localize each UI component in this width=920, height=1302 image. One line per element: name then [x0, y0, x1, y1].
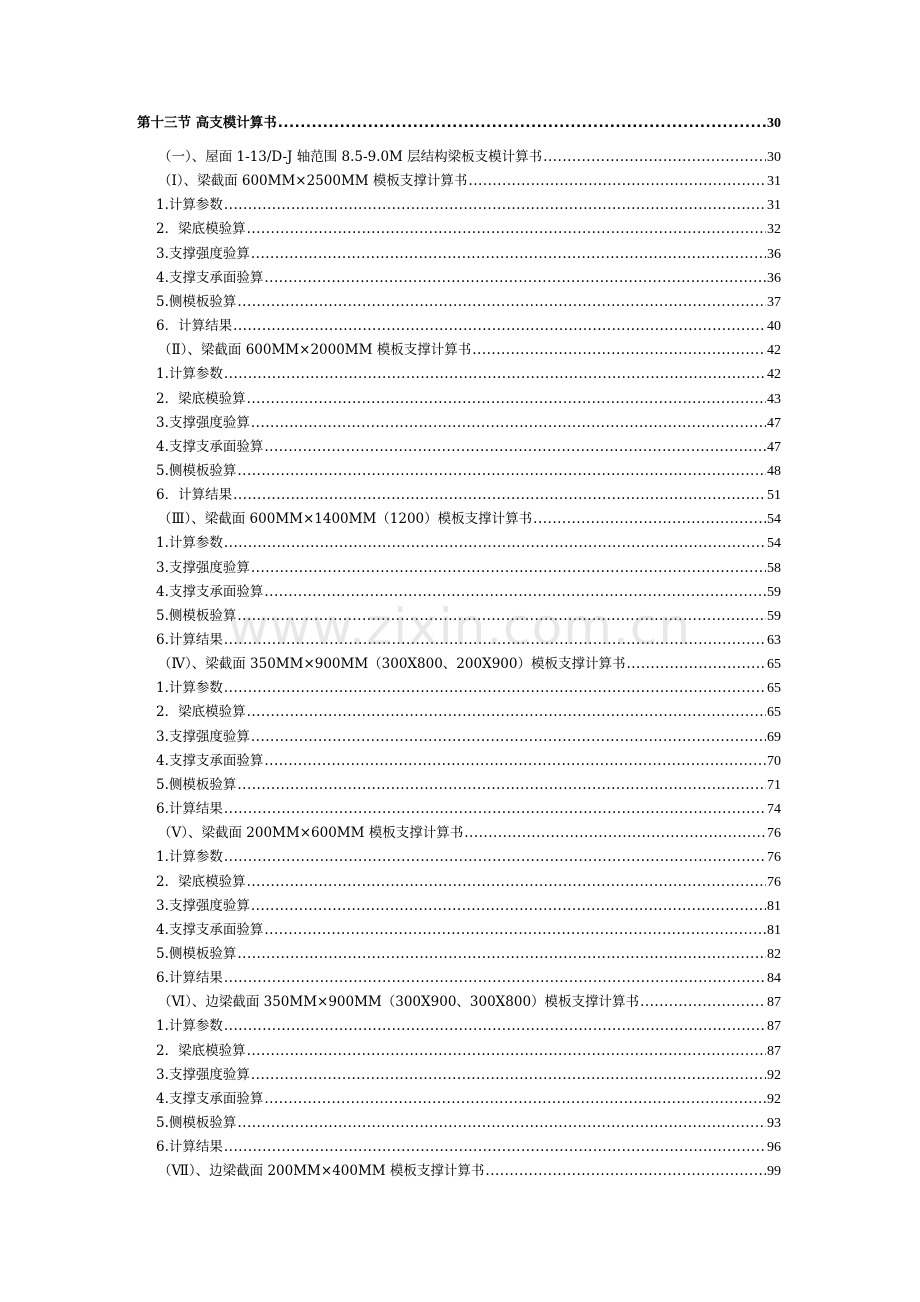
toc-entry-label: 1.计算参数: [156, 535, 223, 552]
toc-entry-label: 6.计算结果: [156, 632, 223, 648]
toc-page-number: 87: [767, 1019, 781, 1035]
toc-page-number: 81: [767, 898, 781, 914]
toc-dot-leader: [251, 896, 766, 916]
toc-entry-label: 6.计算结果: [156, 801, 223, 818]
toc-dot-leader: [264, 751, 766, 771]
toc-dot-leader: [224, 1016, 766, 1036]
toc-entry-label: 4.支撑支承面验算: [156, 921, 264, 938]
toc-entry-label: （Ⅰ）、梁截面 600MM×2500MM 模板支撑计算书: [158, 173, 468, 190]
toc-entry-label: 3.支撑强度验算: [156, 414, 250, 431]
toc-entry-label: 1.计算参数: [156, 197, 223, 214]
toc-entry-label: 2．梁底模验算: [156, 221, 246, 238]
toc-page-number: 99: [767, 1164, 781, 1180]
toc-entry-label: 2．梁底模验算: [156, 1042, 246, 1059]
toc-subsection-entry[interactable]: [158, 171, 781, 191]
toc-entry-label: 1.计算参数: [156, 849, 223, 866]
toc-page-number: 42: [767, 367, 781, 383]
toc-page-number: 76: [767, 826, 781, 842]
toc-entry[interactable]: [156, 872, 781, 892]
toc-entry[interactable]: [156, 437, 781, 457]
watermark: www.zixin.com.cn: [228, 598, 692, 656]
toc-dot-leader: [251, 727, 766, 747]
toc-entry-label: （Ⅲ）、梁截面 600MM×1400MM（1200）模板支撑计算书: [158, 511, 533, 528]
toc-page-number: 37: [767, 294, 781, 310]
toc-entry-label: 6.计算结果: [156, 970, 223, 987]
toc-entry-label: （Ⅴ）、梁截面 200MM×600MM 模板支撑计算书: [158, 825, 464, 842]
toc-entry[interactable]: [156, 968, 781, 988]
toc-page-number: 58: [767, 560, 781, 576]
toc-page-number: 81: [767, 922, 781, 938]
toc-dot-leader: [237, 944, 766, 964]
toc-dot-leader: [224, 847, 766, 867]
toc-dot-leader: [237, 606, 766, 626]
toc-entry[interactable]: [156, 582, 781, 602]
toc-entry-label: 4.支撑支承面验算: [156, 269, 264, 286]
toc-entry[interactable]: [156, 799, 781, 819]
toc-page-number: 54: [767, 512, 781, 528]
toc-entry[interactable]: [156, 195, 781, 215]
toc-entry[interactable]: [156, 920, 781, 940]
toc-page-number: 30: [767, 150, 781, 165]
toc-section-heading[interactable]: [137, 113, 781, 133]
toc-entry-label: 3.支撑强度验算: [156, 245, 250, 262]
toc-subsection-entry[interactable]: [158, 823, 781, 843]
toc-entry-label: 2．梁底模验算: [156, 704, 246, 721]
toc-page-number: 92: [767, 1067, 781, 1083]
toc-page-number: 76: [767, 874, 781, 890]
toc-dot-leader: [468, 171, 766, 191]
toc-page-number: 51: [767, 488, 781, 504]
toc-page-number: 93: [767, 1116, 781, 1131]
toc-subsection-entry[interactable]: [158, 340, 781, 360]
toc-page-number: 40: [767, 319, 781, 335]
toc-dot-leader: [224, 533, 766, 553]
toc-page-number: 74: [767, 802, 781, 818]
toc-entry-label: （Ⅳ）、梁截面 350MM×900MM（300X800、200X900）模板支撑计算书: [158, 656, 626, 673]
toc-entry-label: 3.支撑强度验算: [156, 728, 250, 745]
toc-entry-label: （Ⅵ）、边梁截面 350MM×900MM（300X900、300X800）模板支撑计算书: [158, 994, 640, 1011]
toc-entry[interactable]: [156, 485, 781, 505]
toc-entry[interactable]: [156, 896, 781, 916]
toc-dot-leader: [251, 1065, 766, 1085]
toc-entry[interactable]: [156, 1065, 781, 1085]
toc-entry-label: 4.支撑支承面验算: [156, 583, 264, 600]
toc-entry-label: 6．计算结果: [156, 318, 233, 335]
toc-entry[interactable]: [156, 1016, 781, 1036]
toc-dot-leader: [251, 558, 766, 578]
toc-dot-leader: [224, 799, 766, 819]
toc-page-number: 76: [767, 850, 781, 866]
toc-page-number: 31: [767, 198, 781, 214]
toc-entry[interactable]: [156, 364, 781, 384]
toc-page-number: 32: [767, 222, 781, 238]
toc-entry-label: 2．梁底模验算: [156, 390, 246, 407]
toc-entry-label: 3.支撑强度验算: [156, 559, 250, 576]
toc-dot-leader: [264, 582, 766, 602]
toc-entry-label: 1.计算参数: [156, 680, 223, 697]
toc-dot-leader: [247, 1041, 766, 1061]
toc-dot-leader: [237, 775, 766, 795]
toc-entry-label: （一）、屋面 1-13/D-J 轴范围 8.5-9.0M 层结构梁板支模计算书: [158, 149, 543, 165]
toc-dot-leader: [224, 968, 766, 988]
toc-dot-leader: [247, 702, 766, 722]
toc-subsection-entry[interactable]: [158, 509, 781, 529]
toc-entry[interactable]: [156, 1113, 781, 1133]
toc-dot-leader: [278, 113, 766, 133]
toc-dot-leader: [224, 678, 766, 698]
toc-dot-leader: [233, 485, 766, 505]
toc-dot-leader: [264, 268, 766, 288]
toc-entry-label: 4.支撑支承面验算: [156, 752, 264, 769]
toc-dot-leader: [224, 364, 766, 384]
toc-entry[interactable]: [156, 461, 781, 481]
toc-dot-leader: [237, 461, 766, 481]
toc-entry-label: 第十三节 高支模计算书: [137, 115, 277, 131]
toc-page-number: 96: [767, 1140, 781, 1156]
toc-page-number: 47: [767, 415, 781, 431]
toc-page-number: 84: [767, 971, 781, 987]
toc-entry[interactable]: [156, 775, 781, 795]
toc-dot-leader: [237, 1113, 766, 1133]
toc-page-number: 30: [767, 116, 781, 131]
toc-entry[interactable]: [156, 1041, 781, 1061]
toc-entry-label: 5.侧模板验算: [156, 462, 237, 479]
toc-entry-label: 5.侧模板验算: [156, 776, 237, 793]
toc-page-number: 87: [767, 995, 781, 1011]
toc-entry[interactable]: [156, 413, 781, 433]
toc-page-number: 36: [767, 270, 781, 286]
toc-entry[interactable]: [156, 702, 781, 722]
toc-dot-leader: [264, 437, 766, 457]
toc-dot-leader: [224, 630, 766, 650]
toc-dot-leader: [237, 292, 766, 312]
toc-subsection-entry[interactable]: [158, 147, 781, 167]
toc-page-number: 65: [767, 681, 781, 697]
toc-entry[interactable]: [156, 1137, 781, 1157]
toc-page-number: 54: [767, 536, 781, 552]
toc-dot-leader: [464, 823, 766, 843]
toc-entry[interactable]: [156, 316, 781, 336]
toc-entry[interactable]: [156, 727, 781, 747]
toc-entry[interactable]: [156, 847, 781, 867]
toc-entry[interactable]: [156, 244, 781, 264]
toc-entry[interactable]: [156, 533, 781, 553]
toc-entry-label: 1.计算参数: [156, 1018, 223, 1035]
toc-page-number: 59: [767, 608, 781, 624]
toc-page-number: 92: [767, 1091, 781, 1107]
toc-dot-leader: [533, 509, 766, 529]
toc-dot-leader: [640, 992, 766, 1012]
toc-page-number: 65: [767, 705, 781, 721]
toc-page-number: 43: [767, 391, 781, 407]
toc-dot-leader: [251, 413, 766, 433]
toc-entry[interactable]: [156, 678, 781, 698]
toc-page-number: 59: [767, 584, 781, 600]
toc-entry-label: 4.支撑支承面验算: [156, 1090, 264, 1107]
toc-page-number: 47: [767, 439, 781, 455]
toc-entry-label: 1.计算参数: [156, 366, 223, 383]
toc-page-number: 36: [767, 246, 781, 262]
toc-page-number: 48: [767, 463, 781, 479]
toc-dot-leader: [224, 195, 766, 215]
toc-dot-leader: [543, 147, 766, 167]
toc-entry[interactable]: [156, 219, 781, 239]
toc-entry-label: 3.支撑强度验算: [156, 1066, 250, 1083]
toc-dot-leader: [251, 244, 766, 264]
toc-entry[interactable]: [156, 606, 781, 626]
toc-subsection-entry[interactable]: [158, 654, 781, 674]
toc-dot-leader: [472, 340, 766, 360]
toc-subsection-entry[interactable]: [158, 1161, 781, 1181]
toc-dot-leader: [626, 654, 766, 674]
toc-dot-leader: [247, 872, 766, 892]
toc-page-number: 42: [767, 343, 781, 359]
toc-dot-leader: [485, 1161, 766, 1181]
toc-page-number: 63: [767, 633, 781, 648]
toc-page-number: 71: [767, 777, 781, 793]
toc-page-number: 82: [767, 946, 781, 962]
toc-entry[interactable]: [156, 389, 781, 409]
toc-entry[interactable]: [156, 558, 781, 578]
toc-page-number: 65: [767, 657, 781, 673]
toc-entry-label: 4.支撑支承面验算: [156, 438, 264, 455]
toc-entry-label: 5.侧模板验算: [156, 945, 237, 962]
toc-entry-label: 2．梁底模验算: [156, 873, 246, 890]
toc-entry-label: 5.侧模板验算: [156, 1115, 237, 1131]
toc-page-number: 87: [767, 1043, 781, 1059]
toc-entry-label: 5.侧模板验算: [156, 293, 237, 310]
toc-dot-leader: [264, 1089, 766, 1109]
toc-dot-leader: [224, 1137, 766, 1157]
toc-dot-leader: [233, 316, 766, 336]
toc-entry[interactable]: [156, 630, 781, 650]
toc-entry[interactable]: [156, 268, 781, 288]
toc-page-number: 70: [767, 753, 781, 769]
toc-entry-label: （Ⅶ）、边梁截面 200MM×400MM 模板支撑计算书: [158, 1163, 485, 1180]
toc-entry-label: （Ⅱ）、梁截面 600MM×2000MM 模板支撑计算书: [158, 342, 472, 359]
toc-entry-label: 3.支撑强度验算: [156, 897, 250, 914]
toc-dot-leader: [264, 920, 766, 940]
toc-entry[interactable]: [156, 751, 781, 771]
toc-entry-label: 6.计算结果: [156, 1139, 223, 1156]
toc-entry[interactable]: [156, 1089, 781, 1109]
toc-entry-label: 5.侧模板验算: [156, 607, 237, 624]
toc-subsection-entry[interactable]: [158, 992, 781, 1012]
toc-page-number: 69: [767, 729, 781, 745]
toc-entry[interactable]: [156, 944, 781, 964]
toc-entry[interactable]: [156, 292, 781, 312]
toc-page-number: 31: [767, 174, 781, 190]
toc-entry-label: 6．计算结果: [156, 487, 233, 504]
toc-dot-leader: [247, 389, 766, 409]
toc-dot-leader: [247, 219, 766, 239]
